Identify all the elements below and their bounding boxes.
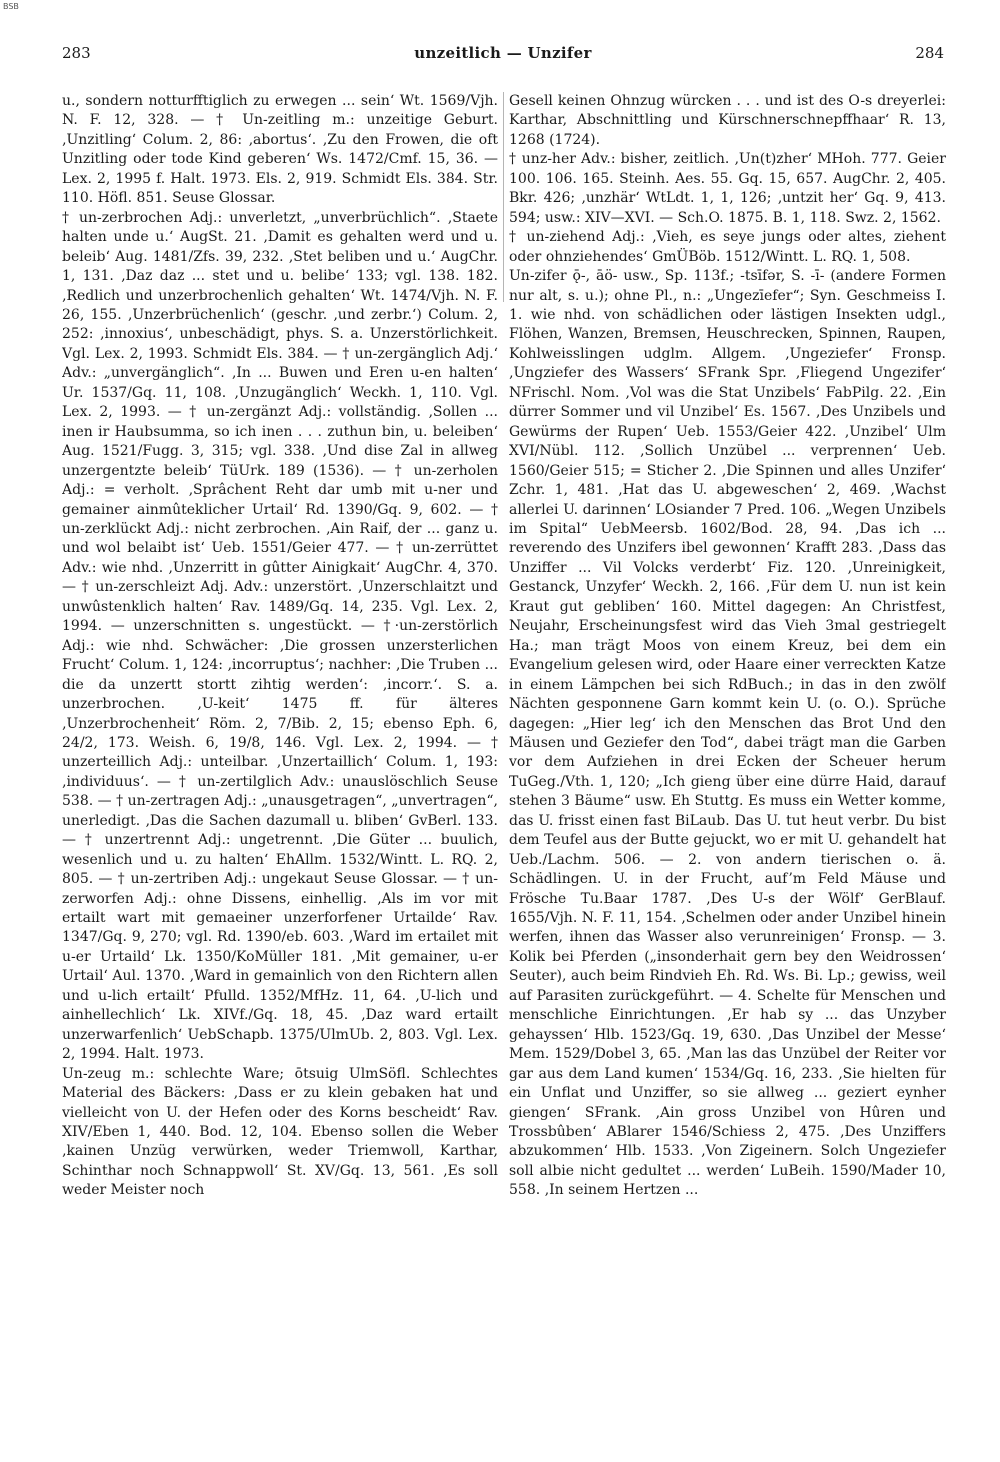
entry-unzeug: Un-zeug m.: schlechte Ware; ōtsuig UlmSöfl. Schlechtes Material des Bäckers: ‚Dass er zu klein gebaken hat und vielleicht von U. der Hefen oder des Korns bescheidt‘ Rav. XIV/Eben 1, 440. Bod. 12, 104. Ebenso sollen die Weber ‚kainen Unzüg verwürken, weder Triemwoll, Karthar, Schinthar noch Schnappwoll‘ St. XV/Gq. 13, 561. ‚Es soll weder Meister noch: [62, 1065, 498, 1199]
column-divider: [503, 92, 504, 302]
right-column: [509, 92, 946, 1392]
page-number-right: 284: [915, 44, 944, 62]
running-head: unzeitlich — Unzifer: [414, 44, 592, 62]
page-header: [62, 44, 944, 68]
entry-unzerbrochen: † un-zerbrochen Adj.: unverletzt, „unverbrüchlich“. ‚Staete halten unde u.‘ AugSt. 21. ‚Damit es gehalten werd und u. beleib‘ Aug. 1481/Zfs. 39, 232. ‚Stet beliben und u.‘ AugChr. 1, 131. ‚Daz daz ... stet und u. belibe‘ 133; vgl. 138. 182. ‚Redlich und unzerbrochenlich gehalten‘ Wt. 1474/Vjh. N. F. 26, 155. ‚Unzerbrüchenlich‘ (geschr. ‚und zerbr.‘) Colum. 2, 252: ‚innoxius‘, unbeschädigt, phys. S. a. Unzerstörlichkeit. Vgl. Lex. 2, 1993. Schmidt Els. 384. — † un-zergänglich Adj.‘ Adv.: „unvergänglich“. ‚In ... Buwen und Eren u-en halten‘ Ur. 1537/Gq. 11, 108. ‚Unzugänglich‘ Weckh. 1, 110. Vgl. Lex. 2, 1993. — † un-zergänzt Adj.: vollständig. ‚Sollen ... inen ir Haubsumma, so ich inen . . . zuthun bin, u. beleiben‘ Aug. 1521/Fugg. 3, 315; vgl. 338. ‚Und dise Zal in allweg unzergentzte beleib‘ TüUrk. 189 (1536). — † un-zerholen Adj.: = verholt. ‚Sprâchent Reht dar umb mit u-ner und gemainer ainmûteklicher Urtail‘ Rd. 1390/Gq. 9, 602. — † un-zerklückt Adj.: nicht zerbrochen. ‚Ain Raif, der ... ganz u. und wol belaibt ist‘ Ueb. 1551/Geier 477. — † un-zerrüttet Adv.: wie nhd. ‚Unzerritt in gûtter Ainigkait‘ AugChr. 4, 370. — † un-zerschleizt Adj. Adv.: unzerstört. ‚Unzerschlaitzt und unwûstenklich halten‘ Rav. 1489/Gq. 14, 235. Vgl. Lex. 2, 1994. — unzerschnitten s. ungestückt. — †·un-zerstörlich Adj.: wie nhd. Schwächer: ‚Die grossen unzersterlichen Frucht‘ Colum. 1, 124: ‚incorruptus‘; nachher: ‚Die Truben ... die da unzertt stortt zihtig werden‘: ‚incorr.‘. S. a. unzerbrochen. ‚U-keit‘ 1475 ff. für älteres ‚Unzerbrochenheit‘ Röm. 2, 7/Bib. 2, 15; ebenso Eph. 6, 24/2, 173. Weish. 6, 19/8, 146. Vgl. Lex. 2, 1994. — † unzerteillich Adj.: unteilbar. ‚Unzertaillich‘ Colum. 1, 193: ‚individuus‘. — † un-zertilglich Adv.: unauslöschlich Seuse 538. — † un-zertragen Adj.: „unausgetragen“, „unvertragen“, unerledigt. ‚Das die Sachen dazumall u. bliben‘ GvBerl. 133. — † unzertrennt Adj.: ungetrennt. ‚Die Güter ... buulich, wesenlich und u. zu halten‘ EhAllm. 1532/Wintt. L. RQ. 2, 805. — † un-zertriben Adj.: ungekaut Seuse Glossar. — † un-zerworfen Adj.: ohne Dissens, einhellig. ‚Als im vor mit ertailt wart mit gemaeiner unzerforfener Urtailde‘ Rav. 1347/Gq. 9, 270; vgl. Rd. 1390/eb. 603. ‚Ward im ertailet mit u-er Urtaild‘ Lk. 1350/KoMüller 181. ‚Mit gemainer, u-er Urtail‘ Aul. 1370. ‚Ward in gemainlich von den Richtern allen und u-lich ertailt‘ Pfulld. 1352/MfHz. 11, 64. ‚U-lich und ainhellechlich‘ Lk. XIVf./Gq. 18, 45. ‚Daz ward ertailt unzerwarfenlich‘ UebSchapb. 1375/UlmUb. 2, 803. Vgl. Lex. 2, 1994. Halt. 1973.: [62, 209, 498, 1063]
entry-unzeitling: u., sondern notturfftiglich zu erwegen ... sein‘ Wt. 1569/Vjh. N. F. 12, 328. — † Un-zeitling m.: unzeitige Geburt. ‚Unzitling‘ Colum. 2, 86: ‚abortus‘. ‚Zu den Frowen, die oft Unzitling oder tode Kind geberen‘ Ws. 1472/Cmf. 15, 36. — Lex. 2, 1995 f. Halt. 1973. Els. 2, 919. Schmidt Els. 384. Str. 110. Höfl. 851. Seuse Glossar.: [62, 93, 498, 207]
entry-unzifer: Un-zifer ǭ-, āö- usw., Sp. 113f.; -tsīfər, S. -ī- (andere Formen nur alt, s. u.); ohne Pl., n.: „Ungezīefer“; Syn. Geschmeiss I. 1. wie nhd. von schädlichen oder lästigen Insekten udgl., Flöhen, Wanzen, Bremsen, Heuschrecken, Spinnen, Raupen, Kohlweisslingen udglm. Allgem. ‚Ungeziefer‘ Fronsp. ‚Ungziefer des Wassers‘ SFrank Spr. ‚Fliegend Ungezifer‘ NFrischl. Nom. ‚Vol was die Stat Unzibels‘ FabPilg. 22. ‚Ein dürrer Sommer und vil Unzibel‘ Es. 1567. ‚Des Unzibels und Gewürms der Rupen‘ Ueb. 1553/Geier 422. ‚Unzibel‘ Ulm XVI/Nübl. 112. ‚Sollich Unzübel ... verprennen‘ Ueb. 1560/Geier 515; = Sticher 2. ‚Die Spinnen und alles Unzifer‘ Zchr. 1, 481. ‚Hat das U. abgeweschen‘ 2, 469. ‚Wachst allerlei U. darinnen‘ LOsiander 7 Pred. 106. „Wegen Unzibels im Spital“ UebMeersb. 1602/Bod. 28, 94. ‚Das ich ... reverendo des Unzifers ibel gewonnen‘ Krafft 283. ‚Dass das Unziffer ... Vil Volcks verderbt‘ Fiz. 120. ‚Unreinigkeit, Gestanck, Unzyfer‘ Weckh. 2, 166. ‚Für dem U. nun ist kein Kraut gut gebliben‘ 160. Mittel dagegen: An Christfest, Neujahr, Erscheinungsfest wird das Vieh 3mal gestriegelt Ha.; man trägt Moos von einem Kreuz, bei dem ein Evangelium gelesen wird, oder Haare einer verreckten Katze in einem Lämpchen bei sich RdBuch.; in das in den zwölf Nächten gesponnene Garn kommt kein U. (o. O.). Sprüche dagegen: „Hier leg‘ ich den Menschen das Brot Und den Mäusen und Geziefer den Tod“, dabei trägt man die Garben vor dem Aufziehen in drei Ecken der Scheuer herum TuGeg./Vth. 1, 120; „Ich gieng über eine dürre Haid, darauf stehen 3 Bäume“ usw. Eh Stuttg. Es muss ein Wetter komme, das U. frisst einen fast BiLaub. Das U. tut heut verbr. Du bist dem Teufel aus der Butte gejuckt, wo er mit U. gehandelt hat Ueb./Lachm. 506. — 2. von andern tierischen o. ä. Schädlingen. U. in der Frucht, auf’m Feld Mäuse und Frösche Tu.Baar 1787. ‚Des U-s der Wölf‘ GerBlauf. 1655/Vjh. N. F. 11, 154. ‚Schelmen oder ander Unzibel hinein werfen, ihnen das Wasser also verunreinigen‘ Fronsp. — 3. Kolik bei Pferden („insonderhait gern bey den Weidrossen‘ Seuter), auch beim Rindvieh Eh. Rd. Ws. Bi. Lp.; gewiss, weil auf Parasiten zurückgeführt. — 4. Schelte für Menschen und menschliche Einrichtungen. ‚Er hab sy ... das Unzyber gehayssen‘ Hlb. 1523/Gq. 19, 630. ‚Das Unzibel der Messe‘ Mem. 1529/Dobel 3, 65. ‚Man las das Unzübel der Reiter vor gar aus dem Land kumen‘ 1534/Gq. 16, 233. ‚Sie hielten für ein Unflat und Unziffer, so sie allweg ... geziert eynher giengen‘ SFrank. ‚Ain gross Unzibel von Hûren und Trossbûben‘ ABlarer 1546/Schiess 2, 475. ‚Des Unziffers abzukommen‘ Hlb. 1533. ‚Von Zigeinern. Solch Ungeziefer soll albie nicht gedultet ... werden‘ LuBeih. 1590/Mader 10, 558. ‚In seinem Hertzen ...: [509, 268, 946, 1199]
entry-unzher: † unz-her Adv.: bisher, zeitlich. ‚Un(t)zher‘ MHoh. 777. Geier 100. 106. 165. Steinh. Aes. 55. Gq. 15, 657. AugChr. 2, 405. Bkr. 426; ‚unzhär‘ WtLdt. 1, 1, 126; ‚untzit her‘ Gq. 9, 413. 594; usw.: XIV—XVI. — Sch.O. 1875. B. 1, 118. Swz. 2, 1562.: [509, 151, 946, 226]
entry-continuation: Gesell keinen Ohnzug würcken . . . und ist des O-s dreyerlei: Karthar, Abschnittling und Kürschnerschnepffhaar‘ R. 13, 1268 (1724).: [509, 93, 946, 148]
page-number-left: 283: [62, 44, 91, 62]
entry-unziehend: † un-ziehend Adj.: ‚Vieh, es seye jungs oder altes, ziehent oder ohnziehendes‘ GmÜBöb. 1512/Wintt. L. RQ. 1, 508.: [509, 229, 946, 265]
left-column: [62, 92, 498, 1392]
library-mark: BSB: [3, 2, 19, 11]
